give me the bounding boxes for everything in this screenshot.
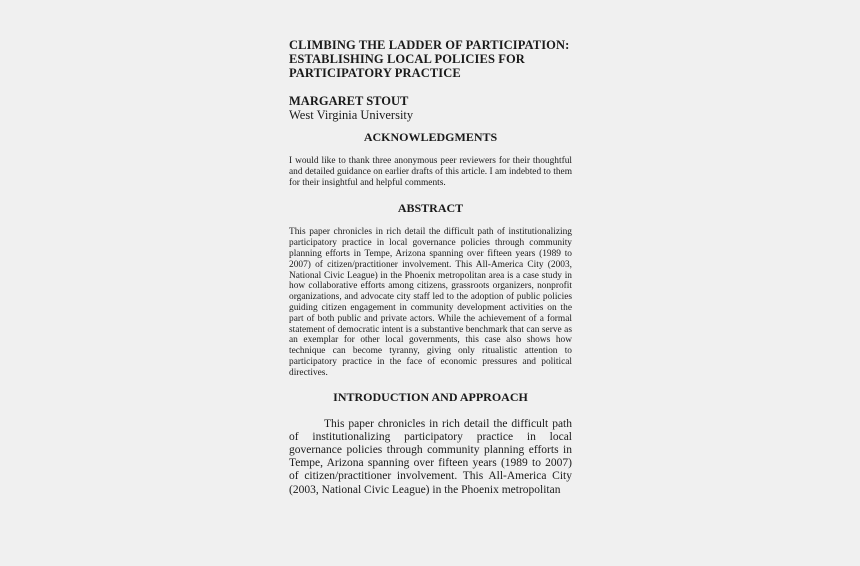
abstract-heading: ABSTRACT xyxy=(397,201,464,216)
introduction-paragraph: This paper chronicles in rich detail the difficult path of institutionalizing participatory practice in local governance policies through community planning efforts in Tempe, Arizona spanning over fifteen years (1989 to 2007) of citizen/practitioner involvement. This All-America City (2003, National Civic League) in the Phoenix metropolitan xyxy=(289,417,572,496)
acknowledgments-text: I would like to thank three anonymous peer reviewers for their thoughtful and detailed guidance on earlier drafts of this article. I am indebted to them for their insightful and helpful comments. xyxy=(289,156,572,188)
paper-page xyxy=(289,38,572,497)
author-name: MARGARET STOUT xyxy=(289,94,409,108)
acknowledgments-heading: ACKNOWLEDGMENTS xyxy=(363,130,498,144)
paper-title: CLIMBING THE LADDER OF PARTICIPATION: ESTABLISHING LOCAL POLICIES FOR PARTICIPATORY PRACTICE xyxy=(289,38,570,80)
abstract-text: This paper chronicles in rich detail the difficult path of institutionalizing participatory practice in local governance policies through community planning efforts in Tempe, Arizona spanning over fifteen years (1989 to 2007) of citizen/practitioner involvement. This All-America City (2003, National Civic League) in the Phoenix metropolitan area is a case study in how collaborative efforts among citizens, grassroots organizers, nonprofit organizations, and advocate city staff led to the adoption of public policies guiding citizen engagement in community development activities on the part of both public and private actors. While the achievement of a formal statement of democratic intent is a substantive benchmark that can serve as an exemplar for other local governments, this case also shows how technique can become tyranny, giving only ritualistic attention to participatory practice in the face of economic pressures and political directives. xyxy=(289,227,572,378)
author-affiliation: West Virginia University xyxy=(289,108,414,122)
introduction-heading: INTRODUCTION AND APPROACH xyxy=(333,389,528,404)
